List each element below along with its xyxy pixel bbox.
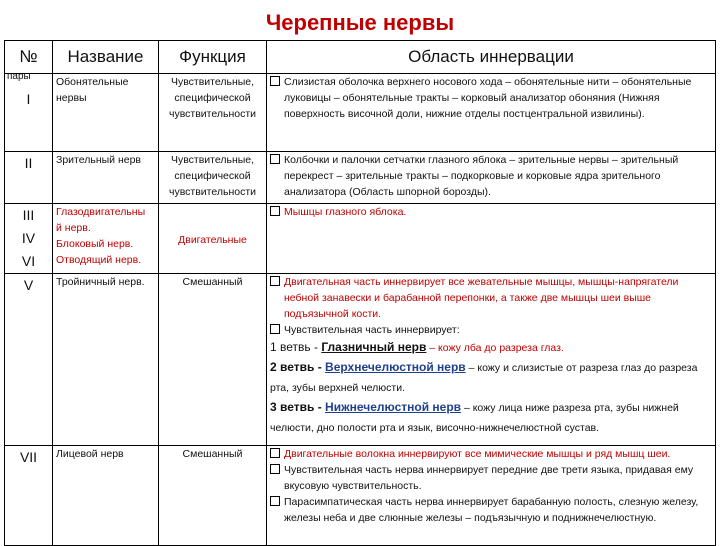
checkbox-icon: [270, 448, 280, 458]
row-num: I: [5, 74, 53, 152]
row-name: Обонятельные нервы: [53, 74, 159, 152]
header-num: №: [5, 41, 53, 74]
row-name: Тройничный нерв.: [53, 274, 159, 446]
row-area: Слизистая оболочка верхнего носового хода – обонятельные нити – обонятельные луковицы – обонятельные тракты – корковый анализатор обоняния (Нижняя поверхность височной доли, нижние отделы постцентральной извилины).: [267, 74, 716, 152]
row-num: VII: [5, 446, 53, 546]
header-area: Область иннервации: [267, 41, 716, 74]
row-area: Колбочки и палочки сетчатки глазного яблока – зрительные нервы – зрительный перекрест – зрительные тракты – подкорковые и корковые ядра зрительного анализатора (Область шпорной борозды).: [267, 152, 716, 204]
table-row: [5, 74, 716, 152]
row-area: Мышцы глазного яблока.: [267, 204, 716, 274]
checkbox-icon: [270, 276, 280, 286]
row-num: III IV VI: [5, 204, 53, 274]
row-name: Лицевой нерв: [53, 446, 159, 546]
row-function: Чувствительные, специфической чувствительности: [159, 152, 267, 204]
page-title: Черепные нервы: [265, 10, 455, 35]
cranial-nerves-table: [4, 40, 716, 546]
header-row: [5, 41, 716, 74]
checkbox-icon: [270, 496, 280, 506]
row-area: Двигательная часть иннервирует все жевательные мышцы, мышцы-напрягатели небной занавески и барабанной перепонки, а также две мышцы шеи выше подъязычной кости. Чувствительная часть иннервирует: 1 ветвь - Глазничный нерв – кожу лба до разреза глаз. 2 ветвь - Верхнечелюстной нерв – кожу и слизистые от разреза глаз до разреза рта, зубы верхней челюсти. 3 ветвь - Нижнечелюстной нерв – кожу лица ниже разреза рта, зубы нижней челюсти, дно полости рта и язык, височно-нижнечелюстной сустав.: [267, 274, 716, 446]
row-function: Двигательные: [159, 204, 267, 274]
row-name: Зрительный нерв: [53, 152, 159, 204]
row-function: Смешанный: [159, 274, 267, 446]
checkbox-icon: [270, 154, 280, 164]
row-num: II: [5, 152, 53, 204]
checkbox-icon: [270, 324, 280, 334]
header-pairs-label: пары: [7, 71, 31, 82]
table-row: [5, 152, 716, 204]
checkbox-icon: [270, 206, 280, 216]
header-function: Функция: [159, 41, 267, 74]
row-area: Двигательные волокна иннервируют все мимические мышцы и ряд мышц шеи. Чувствительная часть нерва иннервирует передние две трети языка, придавая ему вкусовую чувствительность. Парасимпатическая часть нерва иннервирует барабанную полость, слезную железу, железы неба и две слюнные железы – подъязычную и поднижнечелюстную.: [267, 446, 716, 546]
row-function: Чувствительные, специфической чувствительности: [159, 74, 267, 152]
checkbox-icon: [270, 76, 280, 86]
table-row: [5, 204, 716, 274]
row-num: V: [5, 274, 53, 446]
table-row: [5, 274, 716, 446]
header-name: Название: [53, 41, 159, 74]
checkbox-icon: [270, 464, 280, 474]
row-name: Глазодвигательны й нерв. Блоковый нерв. Отводящий нерв.: [53, 204, 159, 274]
row-function: Смешанный: [159, 446, 267, 546]
table-row: [5, 446, 716, 546]
